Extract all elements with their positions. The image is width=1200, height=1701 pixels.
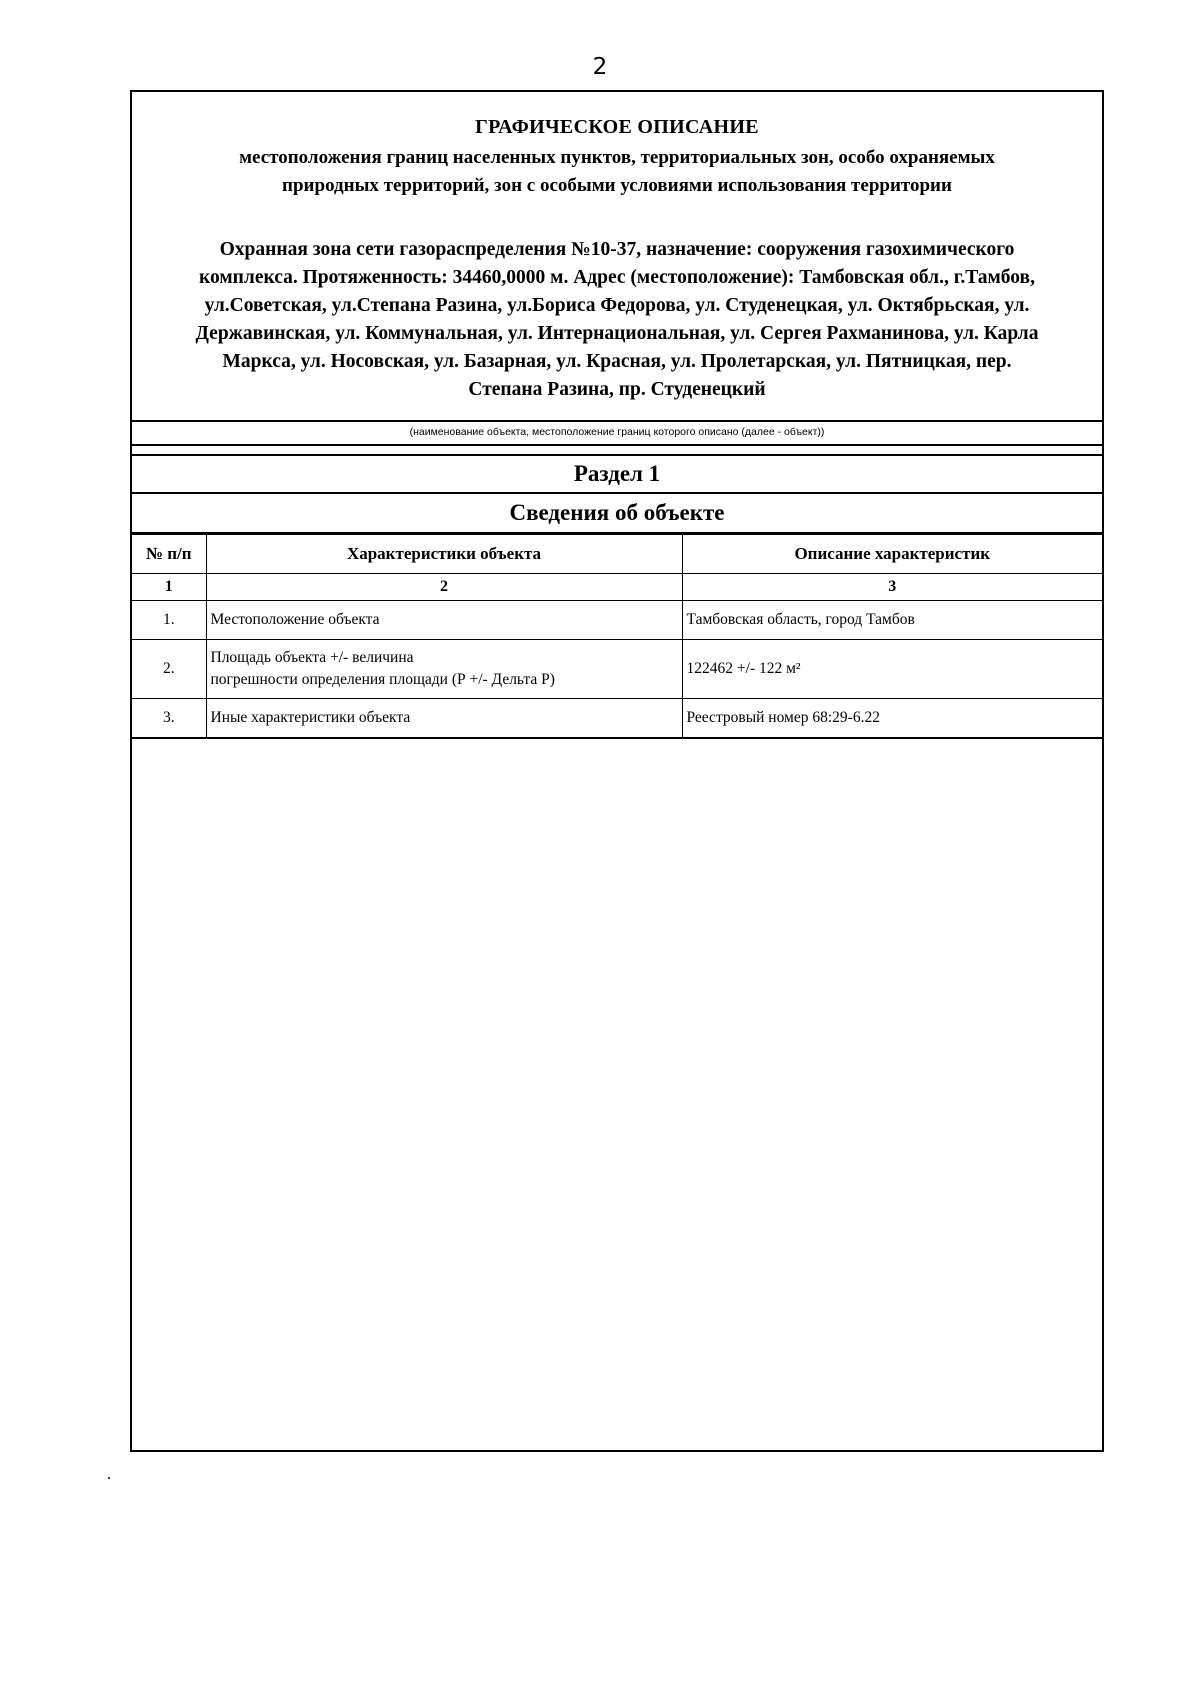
column-number: 2: [206, 574, 682, 601]
object-name-line: Державинская, ул. Коммунальная, ул. Интернациональная, ул. Сергея Рахманинова, ул. Карла: [195, 323, 1039, 344]
column-header-number: № п/п: [132, 535, 206, 574]
section-title: Раздел 1: [132, 454, 1102, 494]
row-characteristic-text: Иные характеристики объекта: [210, 709, 411, 726]
object-name-line: ул.Советская, ул.Степана Разина, ул.Бориса Федорова, ул. Студенецкая, ул. Октябрьская, ул.: [204, 295, 1030, 316]
document-subtitle: [172, 144, 1062, 200]
column-number: 3: [682, 574, 1102, 601]
row-characteristic: [206, 640, 682, 699]
row-characteristic: [206, 601, 682, 640]
row-characteristic: [206, 699, 682, 739]
document-frame: [130, 90, 1104, 1450]
section-subtitle: Сведения об объекте: [132, 494, 1102, 534]
object-caption: (наименование объекта, местоположение границ которого описано (далее - объект)): [132, 422, 1102, 446]
column-header-description: Описание характеристик: [682, 535, 1102, 574]
object-name: [142, 236, 1092, 404]
row-index: 1.: [132, 601, 206, 640]
object-name-line: Маркса, ул. Носовская, ул. Базарная, ул. Красная, ул. Пролетарская, ул. Пятницкая, пер.: [222, 351, 1012, 372]
page-number: 2: [592, 54, 608, 80]
row-characteristic-text: Местоположение объекта: [210, 611, 380, 628]
object-name-line: Степана Разина, пр. Студенецкий: [468, 379, 766, 400]
column-number-row: [132, 574, 1102, 601]
row-description: Реестровый номер 68:29-6.22: [682, 699, 1102, 739]
scan-speck: [108, 1477, 110, 1479]
object-name-line: комплекса. Протяженность: 34460,0000 м. Адрес (местоположение): Тамбовская обл., г.Тамбов,: [199, 267, 1035, 288]
header-block: [132, 92, 1102, 422]
object-properties-table: [132, 534, 1102, 739]
row-characteristic-text: Площадь объекта +/- величина: [210, 649, 414, 666]
table-row: [132, 640, 1102, 699]
subtitle-line: природных территорий, зон с особыми условиями использования территории: [282, 175, 952, 196]
table-row: [132, 699, 1102, 739]
table-row: [132, 601, 1102, 640]
row-description: Тамбовская область, город Тамбов: [682, 601, 1102, 640]
row-index: 3.: [132, 699, 206, 739]
subtitle-line: местоположения границ населенных пунктов, территориальных зон, особо охраняемых: [239, 147, 995, 168]
column-header-characteristic: Характеристики объекта: [206, 535, 682, 574]
document-title: ГРАФИЧЕСКОЕ ОПИСАНИЕ: [475, 116, 759, 138]
column-number: 1: [132, 574, 206, 601]
frame-bottom-border: [130, 1450, 1104, 1452]
table-header-row: [132, 535, 1102, 574]
row-characteristic-text: погрешности определения площади (Р +/- Дельта Р): [210, 671, 555, 688]
row-index: 2.: [132, 640, 206, 699]
object-name-line: Охранная зона сети газораспределения №10-37, назначение: сооружения газохимического: [219, 239, 1015, 260]
row-description: 122462 +/- 122 м²: [682, 640, 1102, 699]
